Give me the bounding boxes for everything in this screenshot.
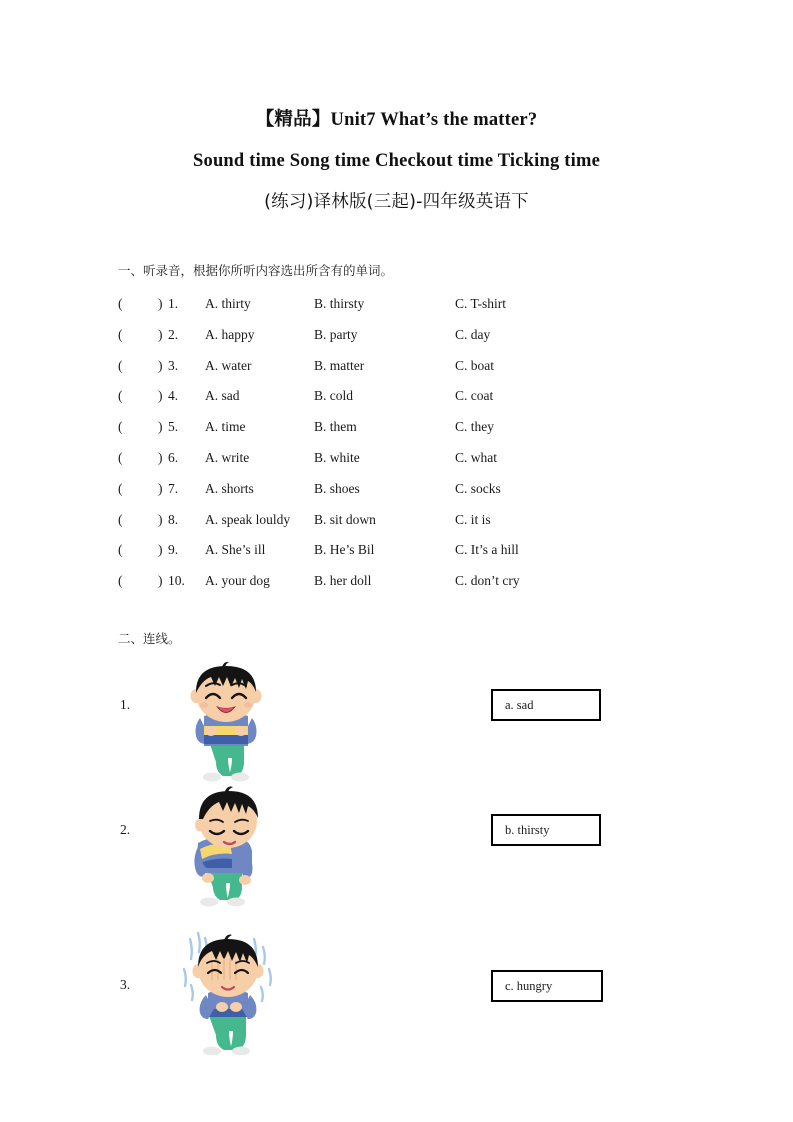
- question-number: 4.: [168, 388, 179, 404]
- question-option-a[interactable]: A. water: [205, 357, 252, 373]
- listening-question-row: [0, 474, 793, 505]
- question-option-a[interactable]: A. sad: [205, 388, 240, 404]
- question-option-a[interactable]: A. shorts: [205, 480, 254, 496]
- question-number: 5.: [168, 419, 179, 435]
- question-number: 3.: [168, 357, 179, 373]
- question-option-c[interactable]: C. they: [455, 419, 494, 435]
- answer-blank-paren-open[interactable]: (: [118, 542, 123, 558]
- question-option-b[interactable]: B. shoes: [314, 480, 360, 496]
- answer-blank-paren-open[interactable]: (: [118, 357, 123, 373]
- section-two-heading: 二、连线。: [118, 631, 181, 646]
- title-line-2: Sound time Song time Checkout time Ticking time: [193, 151, 600, 171]
- question-option-b[interactable]: B. cold: [314, 388, 353, 404]
- question-option-a[interactable]: A. happy: [205, 326, 255, 342]
- listening-question-row: [0, 505, 793, 536]
- listening-question-row: [0, 351, 793, 382]
- matching-row: [0, 925, 793, 1060]
- answer-blank-paren-open[interactable]: (: [118, 573, 123, 589]
- question-option-a[interactable]: A. speak louldy: [205, 511, 291, 527]
- question-option-c[interactable]: C. day: [455, 326, 491, 342]
- question-number: 9.: [168, 542, 179, 558]
- answer-blank-paren-open[interactable]: (: [118, 511, 123, 527]
- listening-question-list: [0, 289, 793, 597]
- answer-blank-paren-close[interactable]: ): [158, 419, 163, 435]
- answer-blank-paren-open[interactable]: (: [118, 326, 123, 342]
- listening-question-row: [0, 412, 793, 443]
- listening-question-row: [0, 289, 793, 320]
- section-one-heading: 一、听录音，根据你所听内容选出所含有的单词。: [118, 263, 394, 278]
- answer-blank-paren-close[interactable]: ): [158, 542, 163, 558]
- question-option-c[interactable]: C. It’s a hill: [455, 542, 519, 558]
- question-option-c[interactable]: C. don’t cry: [455, 573, 520, 589]
- answer-blank-paren-close[interactable]: ): [158, 480, 163, 496]
- question-number: 10.: [168, 573, 185, 589]
- answer-box-b[interactable]: [491, 814, 601, 846]
- question-number: 7.: [168, 480, 179, 496]
- question-option-b[interactable]: B. matter: [314, 357, 365, 373]
- question-option-a[interactable]: A. She’s ill: [205, 542, 266, 558]
- question-option-b[interactable]: B. sit down: [314, 511, 376, 527]
- answer-blank-paren-close[interactable]: ): [158, 449, 163, 465]
- question-option-c[interactable]: C. coat: [455, 388, 494, 404]
- answer-blank-paren-open[interactable]: (: [118, 388, 123, 404]
- listening-question-row: [0, 566, 793, 597]
- matching-row-number: 3.: [120, 977, 131, 992]
- question-option-b[interactable]: B. white: [314, 449, 360, 465]
- question-number: 6.: [168, 449, 179, 465]
- matching-row-number: 2.: [120, 822, 131, 837]
- question-number: 2.: [168, 326, 179, 342]
- document-title: [0, 100, 793, 223]
- title-line-1: 【精品】Unit7 What’s the matter?: [255, 110, 538, 130]
- answer-blank-paren-close[interactable]: ): [158, 326, 163, 342]
- matching-row-number: 1.: [120, 697, 131, 712]
- question-option-c[interactable]: C. boat: [455, 357, 494, 373]
- answer-blank-paren-close[interactable]: ): [158, 573, 163, 589]
- title-line-3: (练习)译林版(三起)-四年级英语下: [264, 192, 529, 212]
- answer-blank-paren-open[interactable]: (: [118, 296, 123, 311]
- answer-blank-paren-close[interactable]: ): [158, 296, 163, 311]
- listening-question-row: [0, 443, 793, 474]
- answer-box-b-label: b. thirsty: [505, 822, 550, 837]
- answer-blank-paren-open[interactable]: (: [118, 419, 123, 435]
- question-option-a[interactable]: A. thirty: [205, 296, 251, 311]
- question-number: 1.: [168, 296, 179, 311]
- answer-blank-paren-open[interactable]: (: [118, 449, 123, 465]
- question-option-a[interactable]: A. write: [205, 449, 250, 465]
- answer-blank-paren-close[interactable]: ): [158, 511, 163, 527]
- happy-boy-illustration: [178, 660, 274, 782]
- answer-blank-paren-close[interactable]: ): [158, 357, 163, 373]
- matching-row: [0, 660, 793, 790]
- answer-box-a-label: a. sad: [505, 697, 534, 712]
- question-option-c[interactable]: C. it is: [455, 511, 491, 527]
- hungry-boy-illustration: [178, 925, 278, 1055]
- listening-question-row: [0, 381, 793, 412]
- listening-question-row: [0, 320, 793, 351]
- question-option-c[interactable]: C. socks: [455, 480, 501, 496]
- question-option-b[interactable]: B. thirsty: [314, 296, 365, 311]
- answer-blank-paren-close[interactable]: ): [158, 388, 163, 404]
- sad-boy-illustration: [178, 785, 274, 907]
- question-number: 8.: [168, 511, 179, 527]
- question-option-b[interactable]: B. party: [314, 326, 358, 342]
- answer-box-c-label: c. hungry: [505, 978, 553, 993]
- answer-box-a[interactable]: [491, 689, 601, 721]
- answer-blank-paren-open[interactable]: (: [118, 480, 123, 496]
- question-option-b[interactable]: B. them: [314, 419, 357, 435]
- question-option-b[interactable]: B. He’s Bil: [314, 542, 375, 558]
- listening-question-row: [0, 535, 793, 566]
- question-option-c[interactable]: C. T-shirt: [455, 296, 507, 311]
- question-option-a[interactable]: A. time: [205, 419, 246, 435]
- matching-row: [0, 785, 793, 915]
- answer-box-c[interactable]: [491, 970, 603, 1002]
- question-option-b[interactable]: B. her doll: [314, 573, 372, 589]
- question-option-a[interactable]: A. your dog: [205, 573, 270, 589]
- question-option-c[interactable]: C. what: [455, 449, 497, 465]
